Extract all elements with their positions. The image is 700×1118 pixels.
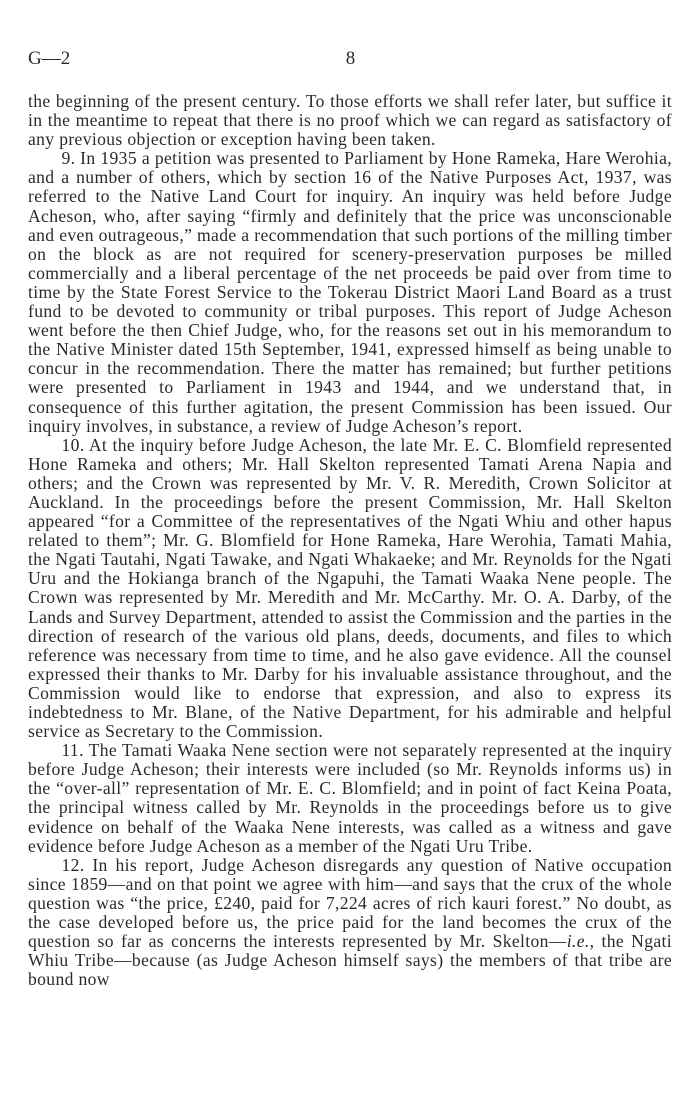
paragraph-12-text-b: , the Ngati Whiu Tribe—because (as Judge Acheson himself says) the members of that tribe are bound now — [28, 931, 672, 990]
paragraph-10: 10. At the inquiry before Judge Acheson, the late Mr. E. C. Blomfield represented Hone Rameka and others; Mr. Hall Skelton represented Tamati Arena Napia and others; and the Crown was represented by Mr. V. R. Meredith, Crown Solicitor at Auckland. In the proceedings before the present Commission, Mr. Hall Skelton appeared “for a Committee of the representatives of the Ngati Whiu and other hapus related to them”; Mr. G. Blomfield for Hone Rameka, Hare Werohia, Tamati Mahia, the Ngati Tautahi, Ngati Tawake, and Ngati Whakaeke; and Mr. Reynolds for the Ngati Uru and the Hokianga branch of the Ngapuhi, the Tamati Waaka Nene people. The Crown was represented by Mr. Meredith and Mr. McCarthy. Mr. O. A. Darby, of the Lands and Survey Department, attended to assist the Commission and the parties in the direction of research of the various old plans, deeds, documents, and files to which reference was necessary from time to time, and he also gave evidence. All the counsel expressed their thanks to Mr. Darby for his invaluable assistance throughout, and the Commission would like to endorse that expression, and also to express its indebtedness to Mr. Blane, of the Native Department, for his admirable and helpful service as Secretary to the Commission. — [28, 434, 672, 742]
paragraph-12-italic: i.e. — [566, 931, 590, 952]
paragraph-continued: the beginning of the present century. To those efforts we shall refer later, but suffice it in the meantime to repeat that there is no proof which we can regard as satisfactory of any previous objection or exception having been taken. — [28, 91, 672, 150]
document-body — [28, 92, 672, 989]
paragraph-11: 11. The Tamati Waaka Nene section were not separately represented at the inquiry before Judge Acheson; their interests were included (so Mr. Reynolds informs us) in the “over-all” representation of Mr. E. C. Blomfield; and in point of fact Keina Poata, the principal witness called by Mr. Reynolds in the proceedings before us to give evidence on behalf of the Waaka Nene interests, was called as a witness and gave evidence before Judge Acheson as a member of the Ngati Uru Tribe. — [28, 740, 672, 856]
page-header — [28, 48, 673, 78]
paragraph-12-text-a: 12. In his report, Judge Acheson disregards any question of Native occupation since 1859—and on that point we agree with him—and says that the crux of the whole question was “the price, £240, paid for 7,224 acres of rich kauri forest.” No doubt, as the case developed before us, the price paid for the land becomes the crux of the question so far as concerns the interests represented by Mr. Skelton— — [28, 854, 672, 952]
paragraph-12 — [28, 856, 672, 990]
page-number: 8 — [345, 48, 356, 69]
paragraph-9: 9. In 1935 a petition was presented to Parliament by Hone Rameka, Hare Werohia, and a number of others, which by section 16 of the Native Purposes Act, 1937, was referred to the Native Land Court for inquiry. An inquiry was held before Judge Acheson, who, after saying “firmly and definitely that the price was unconscionable and even outrageous,” made a recommendation that such portions of the milling timber on the block as are not required for scenery-preservation purposes be milled commercially and a liberal percentage of the net proceeds be paid over from time to time by the State Forest Service to the Tokerau District Maori Land Board as a trust fund to be devoted to community or tribal purposes. This report of Judge Acheson went before the then Chief Judge, who, for the reasons set out in his memorandum to the Native Minister dated 15th September, 1941, expressed himself as being unable to concur in the recommendation. There the matter has remained; but further petitions were presented to Parliament in 1943 and 1944, and we understand that, in consequence of this further agitation, the present Commission has been issued. Our inquiry involves, in substance, a review of Judge Acheson’s report. — [28, 148, 672, 436]
document-reference: G—2 — [28, 48, 71, 69]
